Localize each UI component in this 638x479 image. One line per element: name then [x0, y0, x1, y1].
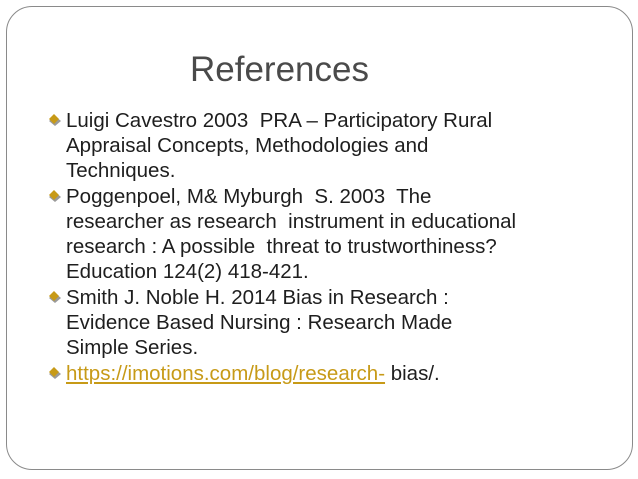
- references-list: [66, 108, 606, 387]
- reference-line: Smith J. Noble H. 2014 Bias in Research :: [66, 286, 449, 309]
- reference-line: Poggenpoel, M& Myburgh S. 2003 The: [66, 185, 432, 208]
- reference-line: researcher as research instrument in educational: [66, 210, 517, 233]
- reference-item-poggenpoel: [66, 184, 606, 284]
- slide-title: References: [190, 50, 369, 89]
- reference-line: Techniques.: [66, 159, 176, 182]
- reference-item-smith-noble: [66, 285, 606, 360]
- reference-line: Simple Series.: [66, 336, 199, 359]
- link-suffix-text: bias/.: [385, 362, 440, 385]
- reference-line: Evidence Based Nursing : Research Made: [66, 311, 453, 334]
- reference-item-imotions: [66, 361, 606, 386]
- reference-line: [66, 361, 606, 386]
- reference-line: Luigi Cavestro 2003 PRA – Participatory Rural: [66, 109, 493, 132]
- reference-line: research : A possible threat to trustworthiness?: [66, 235, 497, 258]
- reference-item-cavestro: [66, 108, 606, 183]
- reference-line: Appraisal Concepts, Methodologies and: [66, 134, 429, 157]
- reference-line: Education 124(2) 418-421.: [66, 260, 309, 283]
- imotions-link[interactable]: https://imotions.com/blog/research-: [66, 362, 386, 385]
